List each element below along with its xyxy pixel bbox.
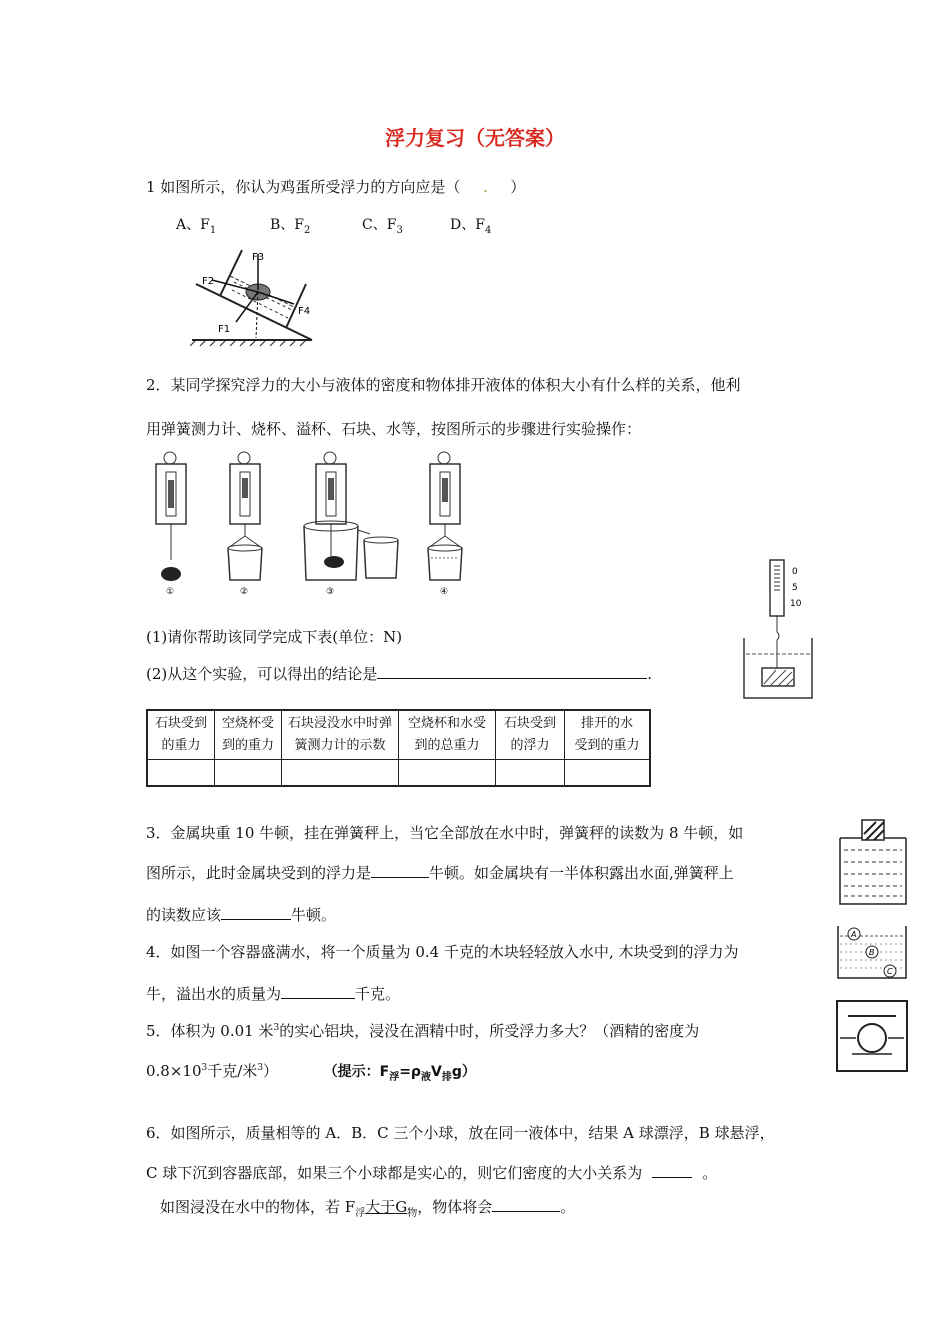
label-f2: F2 <box>202 276 215 287</box>
step-label-1: ① <box>166 587 175 596</box>
q2-conclusion-blank[interactable] <box>377 664 647 679</box>
scale-tick-0: 0 <box>792 567 798 577</box>
table-cell-input[interactable] <box>282 760 399 786</box>
q2-line1: 2．某同学探究浮力的大小与液体的密度和物体排开液体的体积大小有什么样的关系，他利 <box>146 376 741 394</box>
q6-line1: 6．如图所示，质量相等的 A．B．C 三个小球，放在同一液体中，结果 A 球漂浮，B 球悬浮， <box>146 1124 775 1142</box>
scale-step3 <box>304 452 398 596</box>
q6-blank-1[interactable] <box>652 1163 692 1178</box>
table-header: 空烧杯受 到的重力 <box>215 710 282 760</box>
step-label-2: ② <box>240 587 249 596</box>
scale-step1 <box>156 452 186 596</box>
q1-stem: 1 如图所示，你认为鸡蛋所受浮力的方向应是（ . ） <box>146 178 526 196</box>
table-header: 石块浸没水中时弹 簧测力计的示数 <box>282 710 399 760</box>
table-cell-input[interactable] <box>215 760 282 786</box>
q5-line2: $0.8\times 10^3$千克/米$^3$） （提示：$F_浮=\rho_液V_排g$） <box>146 1062 476 1083</box>
label-f4: F4 <box>298 306 311 317</box>
table-cell-input[interactable] <box>496 760 565 786</box>
table-header-row <box>147 710 650 760</box>
q2-experiment-figure <box>144 450 484 596</box>
q3-blank-2[interactable] <box>221 905 291 920</box>
q4-line1: 4．如图一个容器盛满水，将一个质量为 0.4 千克的木块轻轻放入水中, 木块受到的浮力为 <box>146 943 739 961</box>
q6-immersed-object-figure <box>834 998 910 1074</box>
q3-container-figure <box>836 816 910 908</box>
q3-line3: 的读数应该 牛顿。 <box>146 906 337 924</box>
scale-step4 <box>428 452 462 596</box>
q3-line2: 图所示，此时金属块受到的浮力是 牛顿。如金属块有一半体积露出水面,弹簧秤上 <box>146 864 734 882</box>
table-cell-input[interactable] <box>399 760 496 786</box>
q3-line1: 3．金属块重 10 牛顿，挂在弹簧秤上，当它全部放在水中时，弹簧秤的读数为 8 牛顿，如 <box>146 824 744 842</box>
q2-part1: (1)请你帮助该同学完成下表(单位：N) <box>146 628 403 646</box>
table-header: 石块受到 的浮力 <box>496 710 565 760</box>
q5-hint: （提示：$F_浮=\rho_液V_排g$） <box>323 1064 476 1083</box>
option-b[interactable]: B、$F_2$ <box>270 217 311 236</box>
q6-balls-figure <box>834 920 910 982</box>
table-header: 空烧杯和水受 到的总重力 <box>399 710 496 760</box>
q3-spring-scale-figure <box>740 558 816 704</box>
scale-step2 <box>228 452 262 596</box>
q2-part2: (2)从这个实验，可以得出的结论是 . <box>146 665 653 683</box>
q2-line2: 用弹簧测力计、烧杯、溢杯、石块、水等，按图所示的步骤进行实验操作： <box>146 420 642 438</box>
scale-tick-5: 5 <box>792 583 798 593</box>
option-d[interactable]: D、$F_4$ <box>450 217 492 236</box>
ball-label-b: B <box>869 948 875 957</box>
ball-label-c: C <box>887 967 893 976</box>
q4-line2: 牛，溢出水的质量为 千克。 <box>146 985 401 1003</box>
table-cell-input[interactable] <box>147 760 215 786</box>
step-label-4: ④ <box>440 587 449 596</box>
label-f1: F1 <box>218 324 231 335</box>
q3-blank-1[interactable] <box>371 863 429 878</box>
q6-line3: 如图浸没在水中的物体，若 $F_浮$大于$G_物$，物体将会 。 <box>160 1198 576 1219</box>
q6-line2: C 球下沉到容器底部，如果三个小球都是实心的，则它们密度的大小关系为 。 <box>146 1164 718 1182</box>
q1-options <box>176 214 491 236</box>
table-row <box>147 760 650 786</box>
answer-mark: . <box>482 178 488 196</box>
scale-tick-10: 10 <box>790 599 802 609</box>
option-c[interactable]: C、$F_3$ <box>362 217 403 236</box>
ball-label-a: A <box>851 930 857 939</box>
step-label-3: ③ <box>326 587 335 596</box>
table-header: 排开的水 受到的重力 <box>565 710 651 760</box>
table-cell-input[interactable] <box>565 760 651 786</box>
option-a[interactable]: A、$F_1$ <box>176 217 217 236</box>
q2-data-table <box>146 709 651 787</box>
q5-line1: 5．体积为 0.01 米$^3$的实心铝块，浸没在酒精中时，所受浮力多大？（酒精的密度为 <box>146 1022 700 1040</box>
q1-figure-egg-on-incline <box>190 244 320 346</box>
q4-blank[interactable] <box>281 984 355 999</box>
q6-blank-2[interactable] <box>492 1197 560 1212</box>
page-title: 浮力复习（无答案） <box>385 126 565 150</box>
table-header: 石块受到 的重力 <box>147 710 215 760</box>
label-f3: F3 <box>252 252 265 263</box>
